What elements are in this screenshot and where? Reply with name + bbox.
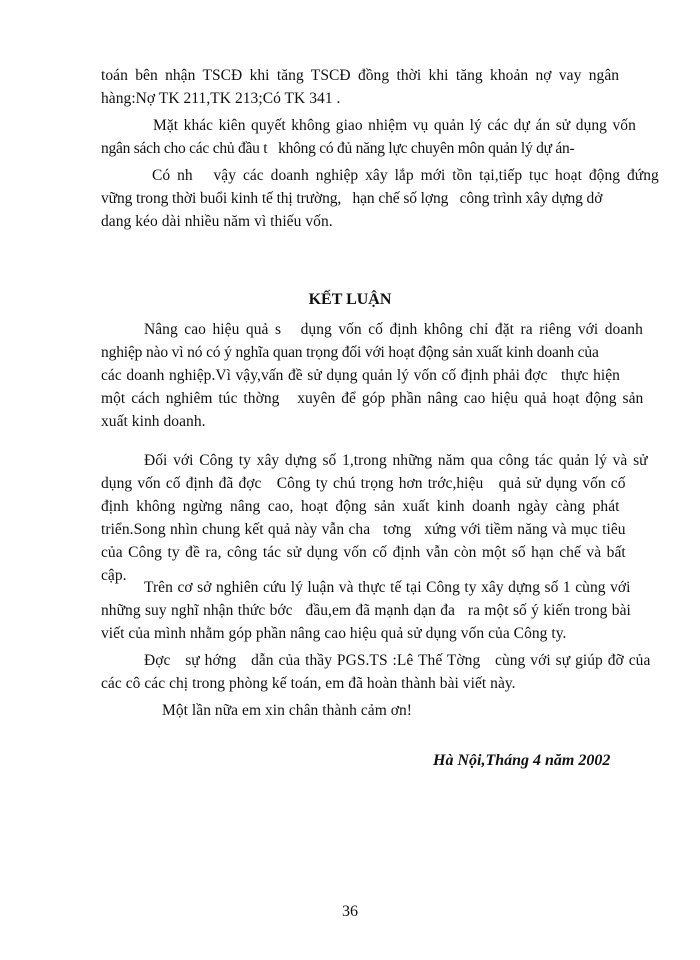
body-line: Mặt khác kiên quyết không giao nhiệm vụ quản lý các dự án sử dụng vốn: [153, 117, 636, 134]
body-line: Có nh vậy các doanh nghiệp xây lắp mới tồn tại,tiếp tục hoạt động đứng: [152, 167, 659, 184]
body-line: định không ngừng nâng cao, hoạt động sản xuất kinh doanh ngày càng phát: [101, 498, 620, 515]
conclusion-heading: KẾT LUẬN: [308, 291, 392, 308]
body-line: một cách nghiêm túc thờng xuyên để góp phần nâng cao hiệu quả hoạt động sản: [101, 390, 644, 407]
body-line: dang kéo dài nhiều năm vì thiếu vốn.: [101, 213, 333, 230]
body-line: xuất kinh doanh.: [101, 413, 206, 430]
body-line: những suy nghĩ nhận thức bớc đầu,em đã mạnh dạn đa ra một số ý kiến trong bài: [101, 602, 631, 619]
body-line: ngân sách cho các chủ đầu t không có đủ năng lực chuyên môn quản lý dự án-: [101, 140, 575, 157]
body-line: cập.: [101, 567, 127, 584]
body-line: triển.Song nhìn chung kết quả này vẫn cha tơng xứng với tiềm năng và mục tiêu: [101, 521, 626, 538]
body-line: toán bên nhận TSCĐ khi tăng TSCĐ đồng thời khi tăng khoản nợ vay ngân: [101, 67, 620, 84]
body-line: hàng:Nợ TK 211,TK 213;Có TK 341 .: [101, 90, 341, 107]
body-line: Trên cơ sở nghiên cứu lý luận và thực tế tại Công ty xây dựng số 1 cùng với: [144, 579, 631, 596]
body-line: Nâng cao hiệu quả s dụng vốn cố định không chỉ đặt ra riêng với doanh: [144, 321, 643, 338]
body-line: nghiệp nào vì nó có ý nghĩa quan trọng đối với hoạt động sản xuất kinh doanh của: [101, 344, 599, 361]
date-signoff: Hà Nội,Tháng 4 năm 2002: [433, 752, 611, 769]
body-line: của Công ty đề ra, công tác sử dụng vốn cố định vẫn còn một số hạn chế và bất: [101, 544, 626, 561]
body-line: các doanh nghiệp.Vì vậy,vấn đề sử dụng quản lý vốn cố định phải đợc thực hiện: [101, 367, 620, 384]
body-line: vững trong thời buổi kinh tế thị trường, hạn chế số lợng công trình xây dựng dở: [101, 190, 603, 207]
body-line: Một lần nữa em xin chân thành cảm ơn!: [162, 702, 413, 719]
body-line: Đợc sự hớng dẫn của thầy PGS.TS :Lê Thế Tờng cùng với sự giúp đỡ của: [144, 652, 651, 669]
page-number: 36: [342, 903, 358, 920]
body-line: viết của mình nhằm góp phần nâng cao hiệu quả sử dụng vốn của Công ty.: [101, 625, 567, 642]
body-line: Đối với Công ty xây dựng số 1,trong những năm qua công tác quản lý và sử: [144, 452, 648, 469]
body-line: các cô các chị trong phòng kế toán, em đã hoàn thành bài viết này.: [101, 675, 516, 692]
body-line: dụng vốn cố định đã đợc Công ty chú trọng hơn trớc,hiệu quả sử dụng vốn cố: [101, 475, 626, 492]
